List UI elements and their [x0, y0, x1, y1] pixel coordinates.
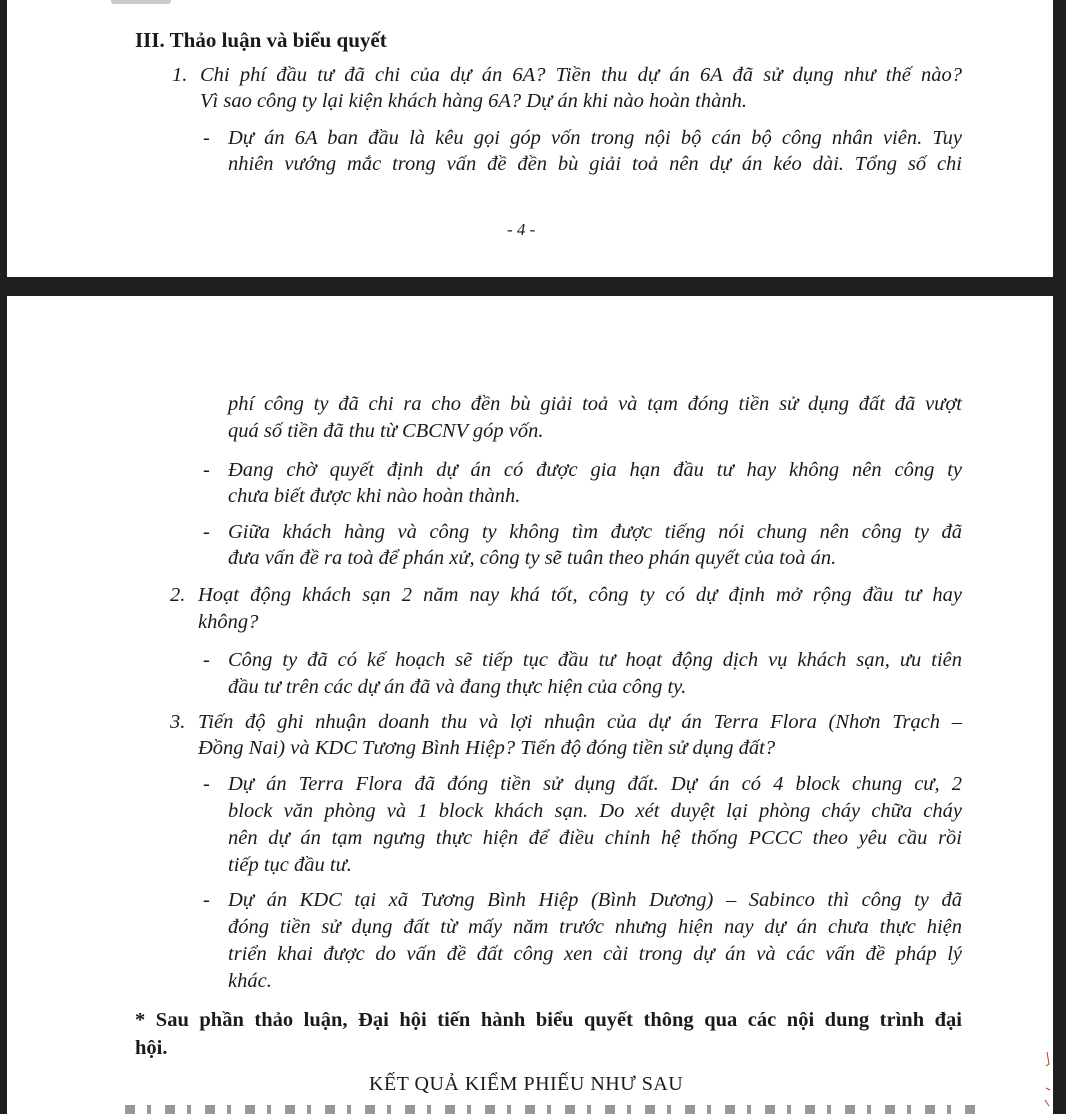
question-1-line-1: Chi phí đầu tư đã chi của dự án 6A? Tiền thu dự án 6A đã sử dụng như thế nào? — [200, 64, 962, 86]
bullet-dash: - — [203, 521, 210, 543]
answer-2-1-line-2: đầu tư trên các dự án đã và đang thực hiện của công ty. — [228, 676, 687, 698]
answer-1-3-line-1: Giữa khách hàng và công ty không tìm được tiếng nói chung nên công ty đã — [228, 521, 962, 543]
answer-3-1-line-3: nên dự án tạm ngưng thực hiện để điều chỉnh hệ thống PCCC theo yêu cầu rồi — [228, 827, 962, 849]
answer-3-2-line-4: khác. — [228, 970, 272, 992]
answer-1-1-line-3: phí công ty đã chi ra cho đền bù giải toả và tạm đóng tiền sử dụng đất đã vượt — [228, 393, 962, 415]
vote-note-line-2: hội. — [135, 1037, 168, 1059]
answer-3-1-line-1: Dự án Terra Flora đã đóng tiền sử dụng đất. Dự án có 4 block chung cư, 2 — [228, 773, 962, 795]
bullet-dash: - — [203, 459, 210, 481]
answer-1-1-line-1: Dự án 6A ban đầu là kêu gọi góp vốn trong nội bộ cán bộ công nhân viên. Tuy — [228, 127, 962, 149]
answer-3-2-line-3: triển khai được do vấn đề đất công xen cài trong dự án và các vấn đề pháp lý — [228, 943, 962, 965]
margin-mark — [1043, 1050, 1051, 1110]
answer-1-2-line-1: Đang chờ quyết định dự án có được gia hạn đầu tư hay không nên công ty — [228, 459, 962, 481]
bullet-dash: - — [203, 127, 210, 149]
vote-note-line-1: * Sau phần thảo luận, Đại hội tiến hành biểu quyết thông qua các nội dung trình đại — [135, 1009, 962, 1031]
bullet-dash: - — [203, 649, 210, 671]
answer-1-1-line-2: nhiên vướng mắc trong vấn đề đền bù giải toả nên dự án kéo dài. Tổng số chi — [228, 153, 962, 175]
question-number-1: 1. — [172, 64, 188, 86]
scan-smudge — [111, 0, 171, 4]
answer-3-2-line-2: đóng tiền sử dụng đất từ mấy năm trước nhưng hiện nay dự án chưa thực hiện — [228, 916, 962, 938]
section-heading: III. Thảo luận và biểu quyết — [135, 28, 387, 52]
page-number: - 4 - — [507, 220, 536, 239]
document-page-top — [7, 0, 1053, 277]
bullet-dash: - — [203, 773, 210, 795]
question-2-line-1: Hoạt động khách sạn 2 năm nay khá tốt, công ty có dự định mở rộng đầu tư hay — [198, 584, 962, 606]
answer-1-1-line-4: quá số tiền đã thu từ CBCNV góp vốn. — [228, 420, 544, 442]
document-page-bottom — [7, 296, 1053, 1114]
question-3-line-2: Đồng Nai) và KDC Tương Bình Hiệp? Tiến độ đóng tiền sử dụng đất? — [198, 737, 776, 759]
answer-3-1-line-4: tiếp tục đầu tư. — [228, 854, 352, 876]
question-1-line-2: Vì sao công ty lại kiện khách hàng 6A? Dự án khi nào hoàn thành. — [200, 90, 747, 112]
bullet-dash: - — [203, 889, 210, 911]
answer-3-2-line-1: Dự án KDC tại xã Tương Bình Hiệp (Bình Dương) – Sabinco thì công ty đã — [228, 889, 962, 911]
question-number-3: 3. — [170, 711, 186, 733]
answer-1-2-line-2: chưa biết được khi nào hoàn thành. — [228, 485, 521, 507]
answer-1-3-line-2: đưa vấn đề ra toà để phán xử, công ty sẽ tuân theo phán quyết của toà án. — [228, 547, 837, 569]
question-number-2: 2. — [170, 584, 186, 606]
cut-off-text-line — [125, 1105, 985, 1114]
answer-3-1-line-2: block văn phòng và 1 block khách sạn. Do xét duyệt lại phòng cháy chữa cháy — [228, 800, 962, 822]
question-3-line-1: Tiến độ ghi nhuận doanh thu và lợi nhuận của dự án Terra Flora (Nhơn Trạch – — [198, 711, 962, 733]
answer-2-1-line-1: Công ty đã có kế hoạch sẽ tiếp tục đầu tư hoạt động dịch vụ khách sạn, ưu tiên — [228, 649, 962, 671]
question-2-line-2: không? — [198, 611, 259, 633]
results-heading: KẾT QUẢ KIỂM PHIẾU NHƯ SAU — [369, 1073, 684, 1095]
